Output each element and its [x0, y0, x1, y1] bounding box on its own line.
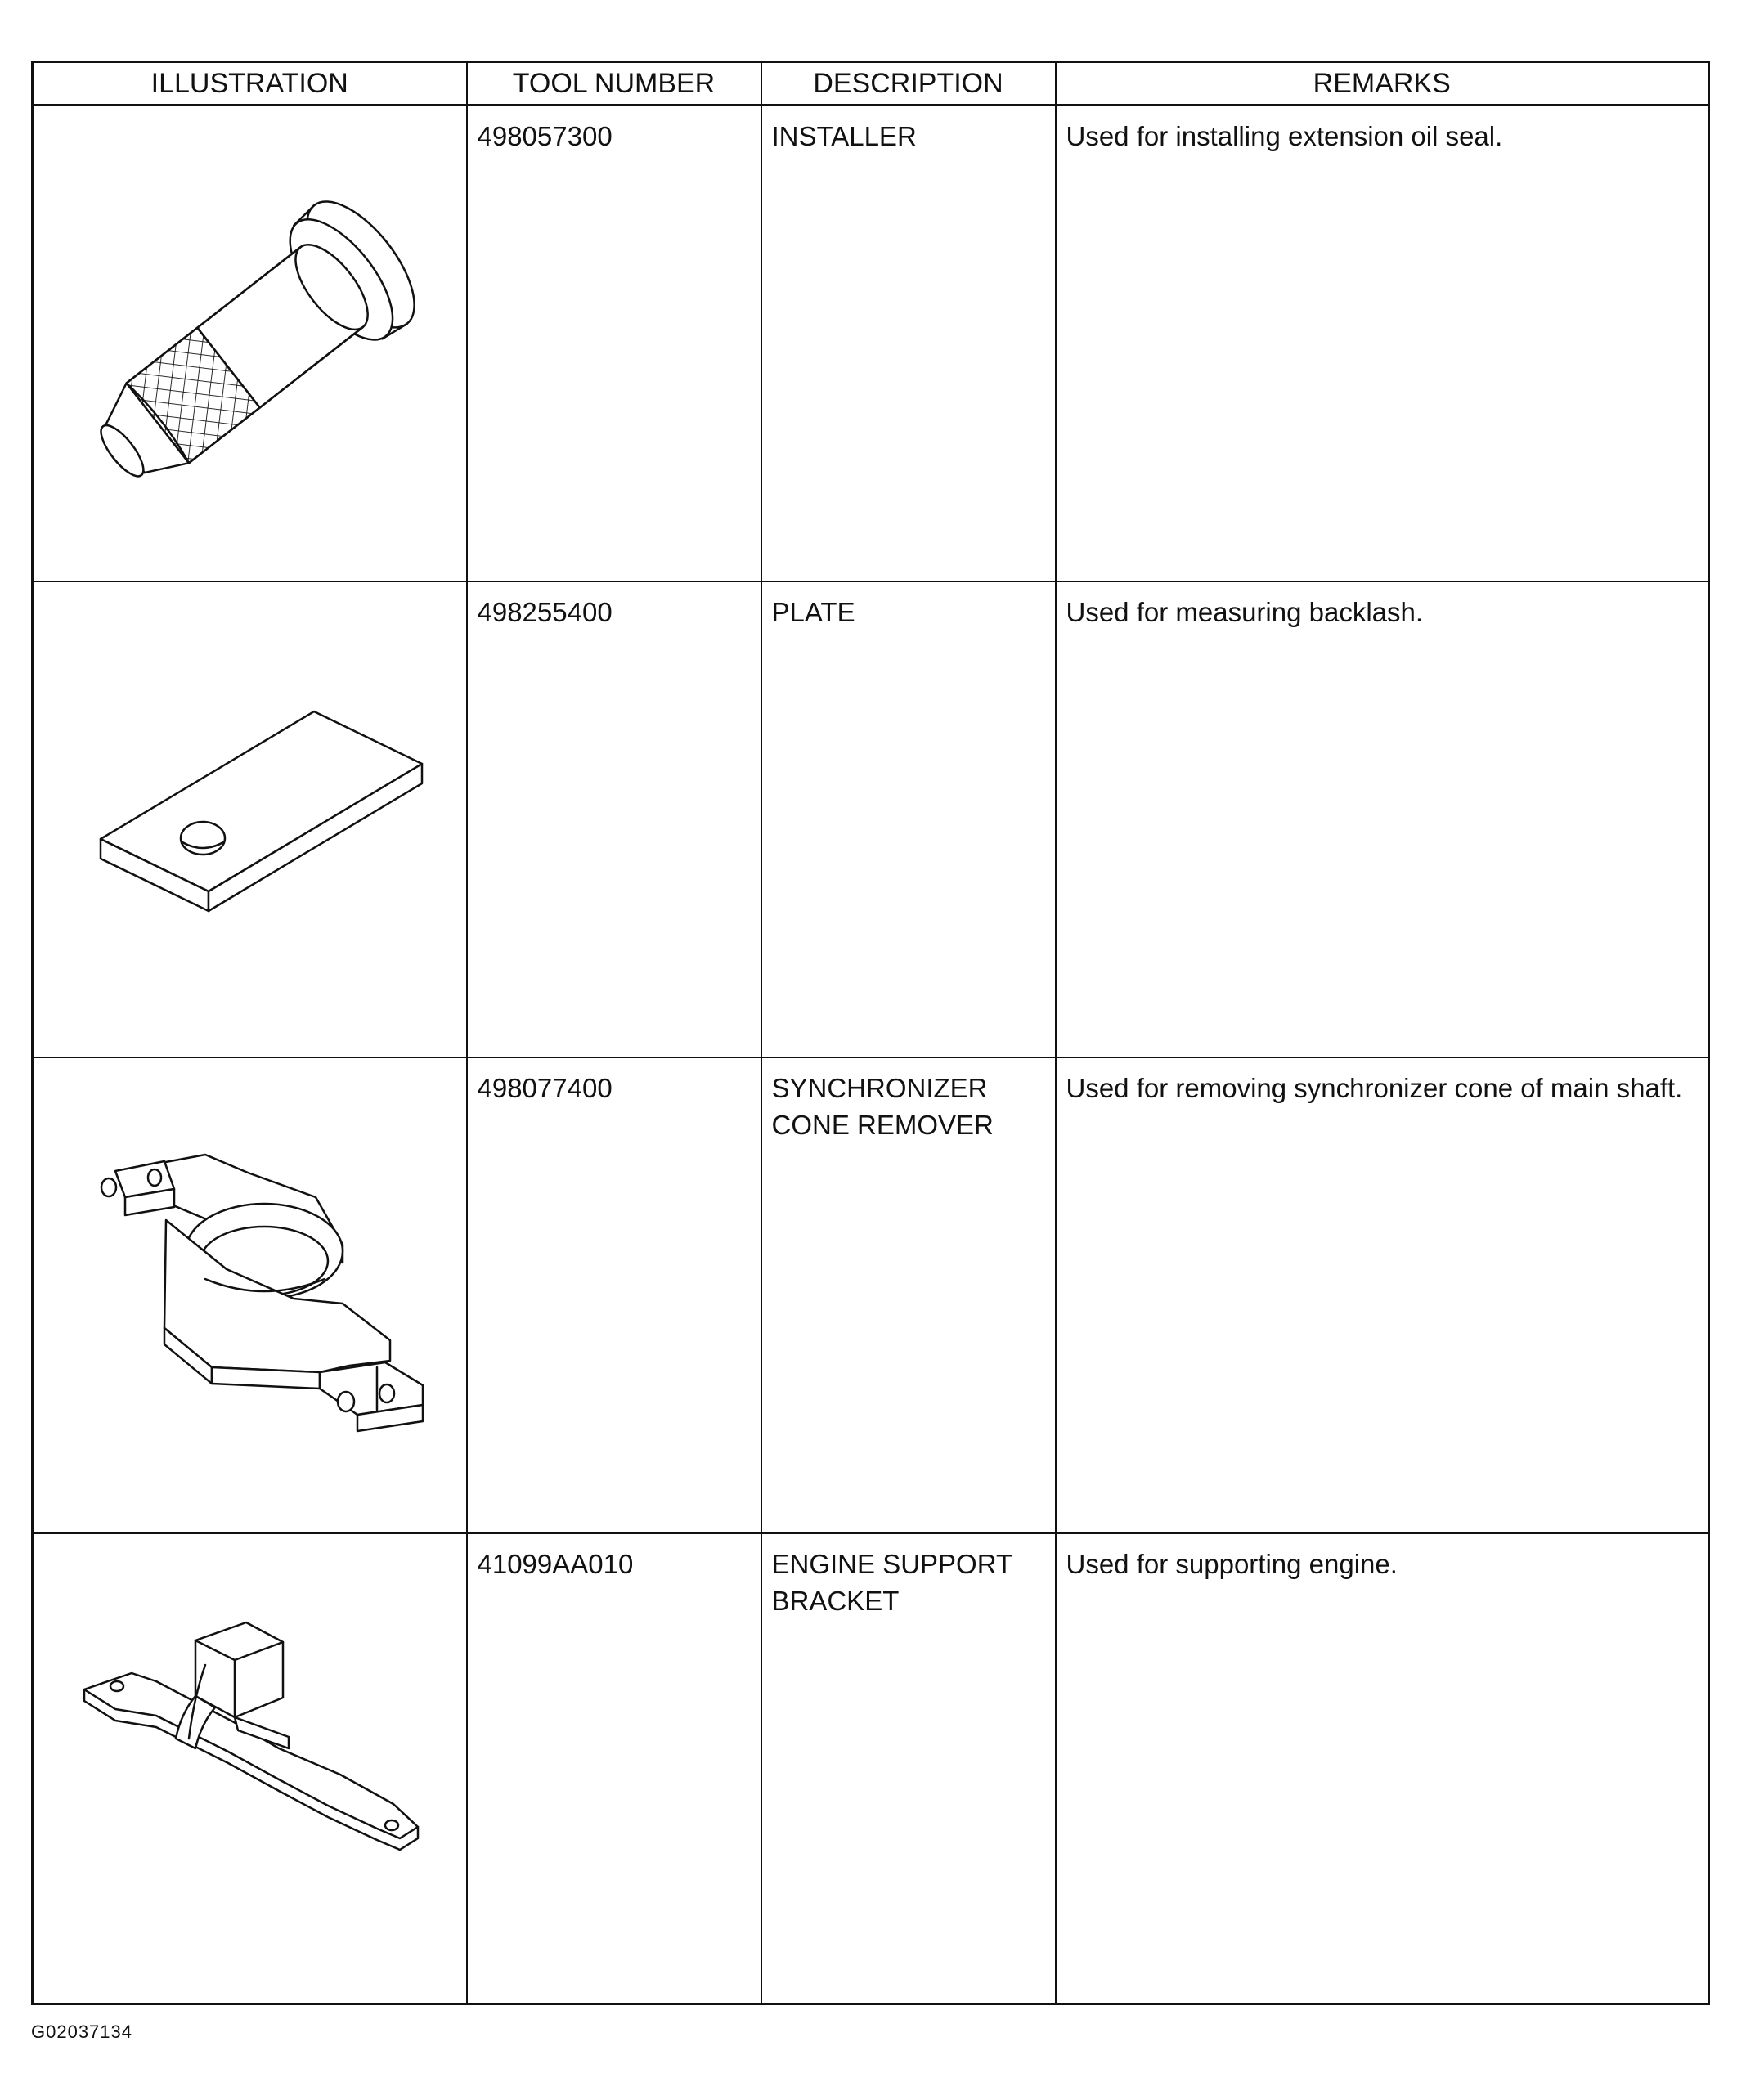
description-cell: [761, 1533, 1056, 2004]
remarks-cell: [1056, 1533, 1709, 2004]
description-text: INSTALLER: [771, 121, 917, 151]
remarks-text: Used for removing synchronizer cone of main shaft.: [1066, 1072, 1683, 1103]
illustration-cell: [33, 1533, 467, 2004]
description-text: PLATE: [771, 596, 855, 627]
tool-number-cell: [467, 581, 761, 1057]
synchronizer-cone-remover-icon: [34, 1058, 468, 1534]
table-row: [33, 105, 1709, 581]
description-text: ENGINE SUPPORT: [771, 1548, 1013, 1579]
tool-number: 498077400: [477, 1072, 613, 1103]
header-remarks: REMARKS: [1056, 62, 1709, 105]
description-cell: [761, 1057, 1056, 1533]
installer-tool-icon: [34, 106, 468, 582]
tool-number-cell: [467, 1057, 761, 1533]
illustration-cell: [33, 581, 467, 1057]
plate-tool-icon: [34, 582, 468, 1058]
tool-number-cell: [467, 105, 761, 581]
tool-number: 498255400: [477, 596, 613, 627]
figure-code: G02037134: [31, 2021, 132, 2042]
remarks-text: Used for installing extension oil seal.: [1066, 121, 1503, 151]
tool-number: 41099AA010: [477, 1548, 634, 1579]
table-row: [33, 581, 1709, 1057]
tool-number-cell: [467, 1533, 761, 2004]
illustration-cell: [33, 105, 467, 581]
description-text: CONE REMOVER: [771, 1109, 994, 1140]
special-tools-table: [31, 61, 1710, 2005]
description-text: BRACKET: [771, 1585, 900, 1616]
table-row: [33, 1057, 1709, 1533]
engine-support-bracket-icon: [34, 1534, 468, 2010]
description-text: SYNCHRONIZER: [771, 1072, 988, 1103]
header-tool-number: TOOL NUMBER: [467, 62, 761, 105]
description-cell: [761, 105, 1056, 581]
description-cell: [761, 581, 1056, 1057]
remarks-cell: [1056, 105, 1709, 581]
table-header-row: [33, 62, 1709, 105]
remarks-text: Used for supporting engine.: [1066, 1548, 1398, 1579]
remarks-cell: [1056, 581, 1709, 1057]
remarks-text: Used for measuring backlash.: [1066, 596, 1424, 627]
illustration-cell: [33, 1057, 467, 1533]
header-illustration: ILLUSTRATION: [33, 62, 467, 105]
header-description: DESCRIPTION: [761, 62, 1056, 105]
remarks-cell: [1056, 1057, 1709, 1533]
table-row: [33, 1533, 1709, 2004]
tool-number: 498057300: [477, 121, 613, 151]
